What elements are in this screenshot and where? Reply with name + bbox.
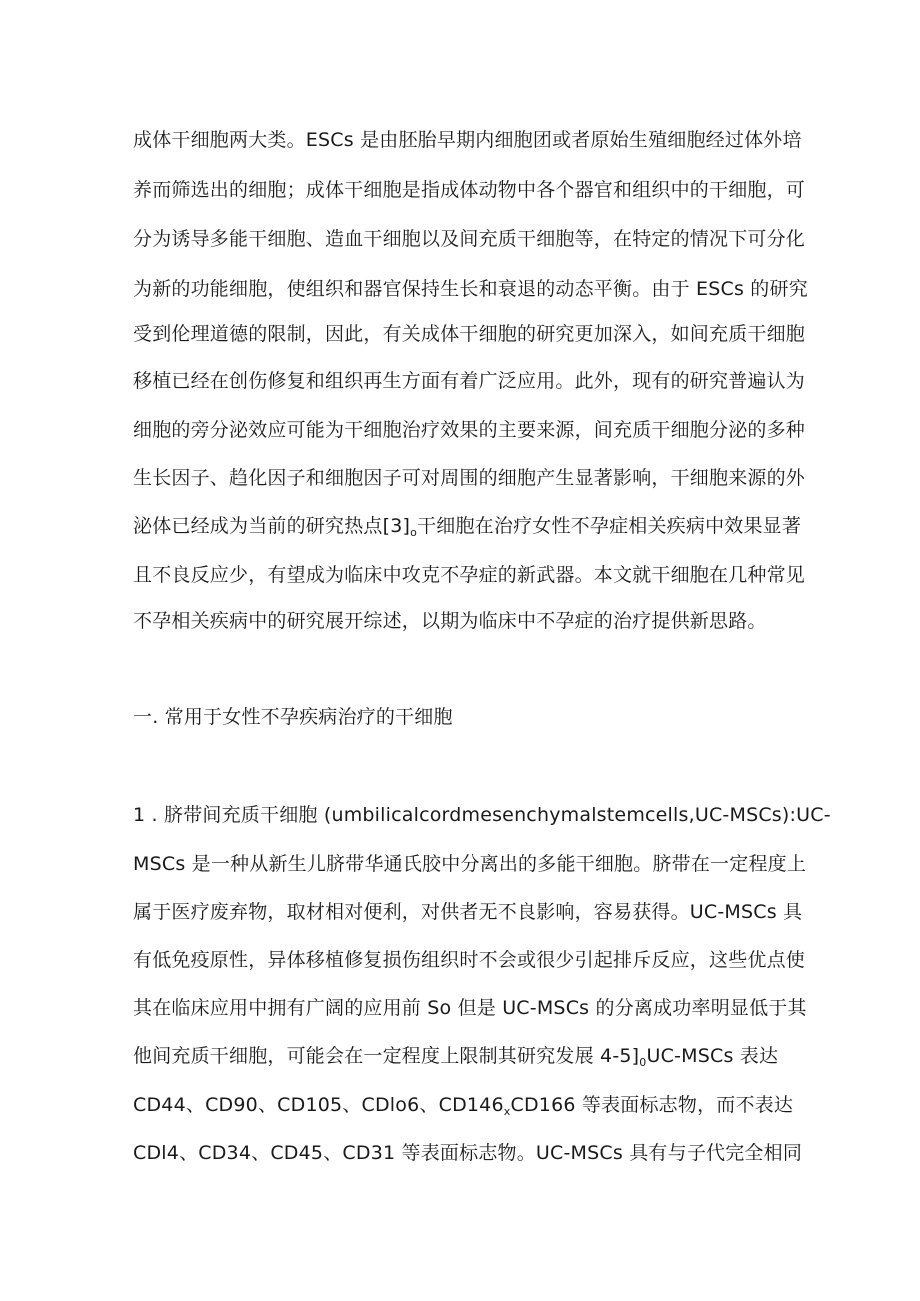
paragraph-1-line-7: 细胞的旁分泌效应可能为干细胞治疗效果的主要来源，间充质干细胞分泌的多种	[133, 419, 806, 441]
paragraph-1-line-2: 养而筛选出的细胞；成体干细胞是指成体动物中各个器官和组织中的干细胞，可	[133, 179, 806, 201]
paragraph-1-line-4: 为新的功能细胞，使组织和器官保持生长和衰退的动态平衡。由于 ESCs 的研究	[133, 278, 808, 300]
paragraph-1-line-6: 移植已经在创伤修复和组织再生方面有着广泛应用。此外，现有的研究普遍认为	[133, 370, 806, 392]
paragraph-1-line-11: 不孕相关疾病中的研究展开综述，以期为临床中不孕症的治疗提供新思路。	[133, 610, 767, 632]
paragraph-2-line-3: 属于医疗废弃物，取材相对便利，对供者无不良影响，容易获得。UC-MSCs 具	[133, 901, 803, 923]
paragraph-1-line-3: 分为诱导多能干细胞、造血干细胞以及间充质干细胞等，在特定的情况下可分化	[133, 228, 806, 250]
paragraph-1-line-9-text: 泌体已经成为当前的研究热点[3]	[133, 515, 411, 537]
paragraph-1-line-5: 受到伦理道德的限制，因此，有关成体干细胞的研究更加深入，如间充质干细胞	[133, 323, 806, 345]
paragraph-1-line-9	[133, 514, 801, 545]
paragraph-2-line-7	[133, 1093, 793, 1124]
paragraph-1-line-1: 成体干细胞两大类。ESCs 是由胚胎早期内细胞团或者原始生殖细胞经过体外培	[133, 129, 802, 151]
paragraph-2-line-1: 1 . 脐带间充质干细胞 (umbilicalcordmesenchymalstemcells,UC-MSCs):UC-	[133, 804, 831, 826]
paragraph-2-line-5: 其在临床应用中拥有广阔的应用前 So 但是 UC-MSCs 的分离成功率明显低于其	[133, 997, 807, 1019]
paragraph-2-line-6-text: 他间充质干细胞，可能会在一定程度上限制其研究发展 4-5]	[133, 1045, 640, 1067]
paragraph-1-line-9-rest: 干细胞在治疗女性不孕症相关疾病中效果显著	[417, 515, 802, 537]
paragraph-2-line-6-rest: UC-MSCs 表达	[646, 1045, 779, 1067]
paragraph-1-line-10: 且不良反应少，有望成为临床中攻克不孕症的新武器。本文就干细胞在几种常见	[133, 564, 806, 586]
paragraph-2-line-8: CDl4、CD34、CD45、CD31 等表面标志物。UC-MSCs 具有与子代完全相同	[133, 1142, 803, 1164]
paragraph-2-line-6-subscript: 0	[639, 1056, 647, 1069]
paragraph-2-line-7-rest: CD166 等表面标志物，而不表达	[510, 1094, 794, 1116]
paragraph-1-line-8: 生长因子、趋化因子和细胞因子可对周围的细胞产生显著影响，干细胞来源的外	[133, 467, 806, 489]
paragraph-2-line-7-subscript: x	[503, 1105, 511, 1118]
paragraph-2-line-7-text: CD44、CD90、CD105、CDlo6、CD146	[133, 1094, 504, 1116]
paragraph-2-line-6	[133, 1044, 778, 1075]
paragraph-2-line-4: 有低免疫原性，异体移植修复损伤组织时不会或很少引起排斥反应，这些优点使	[133, 949, 806, 971]
paragraph-1-line-9-subscript: o	[410, 526, 418, 539]
section-heading: 一. 常用于女性不孕疾病治疗的干细胞	[133, 706, 453, 728]
paragraph-2-line-2: MSCs 是一种从新生儿脐带华通氏胶中分离出的多能干细胞。脐带在一定程度上	[133, 853, 807, 875]
